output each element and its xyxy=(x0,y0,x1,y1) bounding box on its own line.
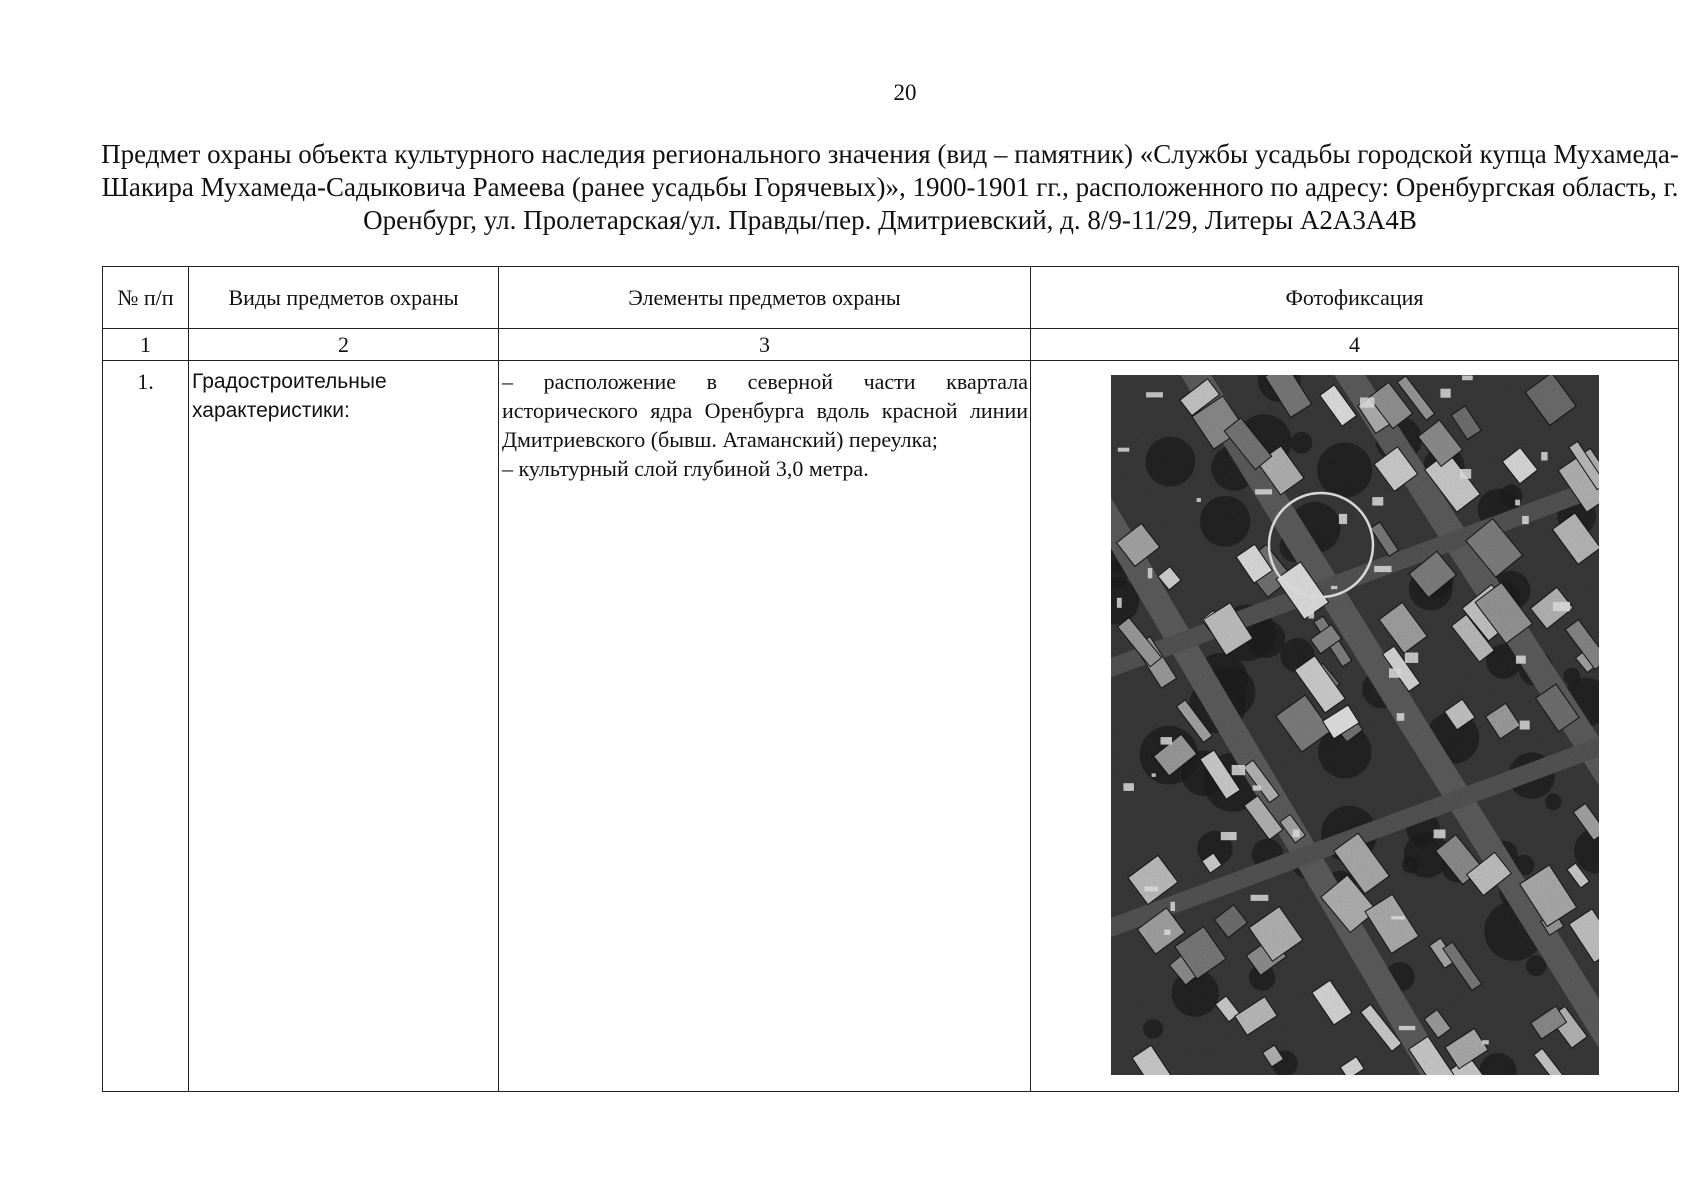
table-row xyxy=(103,361,1679,1092)
document-title: Предмет охраны объекта культурного наследия регионального значения (вид – памятник) «Службы усадьбы городской купца Мухамеда-Шакира Мухамеда-Садыковича Рамеева (ранее усадьбы Горячевых)», 1900-1901 гг., расположенного по адресу: Оренбургская область, г. Оренбург, ул. Пролетарская/ул. Правды/пер. Дмитриевский, д. 8/9-11/29, Литеры А2А3А4В xyxy=(101,139,1679,235)
row-photo-cell xyxy=(1031,361,1679,1092)
table-header-row xyxy=(103,267,1679,329)
header-elements: Элементы предметов охраны xyxy=(499,267,1031,329)
column-index: 2 xyxy=(189,329,499,361)
aerial-photo xyxy=(1111,375,1599,1075)
row-protection-type: Градостроительные характеристики: xyxy=(189,361,499,1092)
column-index: 4 xyxy=(1031,329,1679,361)
header-photo: Фотофиксация xyxy=(1031,267,1679,329)
element-item: – расположение в северной части квартала исторического ядра Оренбурга вдоль красной линии Дмитриевского (бывш. Атаманский) переулка; xyxy=(502,369,1028,452)
column-index-row xyxy=(103,329,1679,361)
row-protection-elements xyxy=(499,361,1031,1092)
page-number: 20 xyxy=(893,80,917,105)
protection-table xyxy=(102,266,1679,1092)
header-type: Виды предметов охраны xyxy=(189,267,499,329)
element-item: – культурный слой глубиной 3,0 метра. xyxy=(502,456,869,481)
column-index: 1 xyxy=(103,329,189,361)
row-number: 1. xyxy=(103,361,189,1092)
header-num: № п/п xyxy=(103,267,189,329)
column-index: 3 xyxy=(499,329,1031,361)
